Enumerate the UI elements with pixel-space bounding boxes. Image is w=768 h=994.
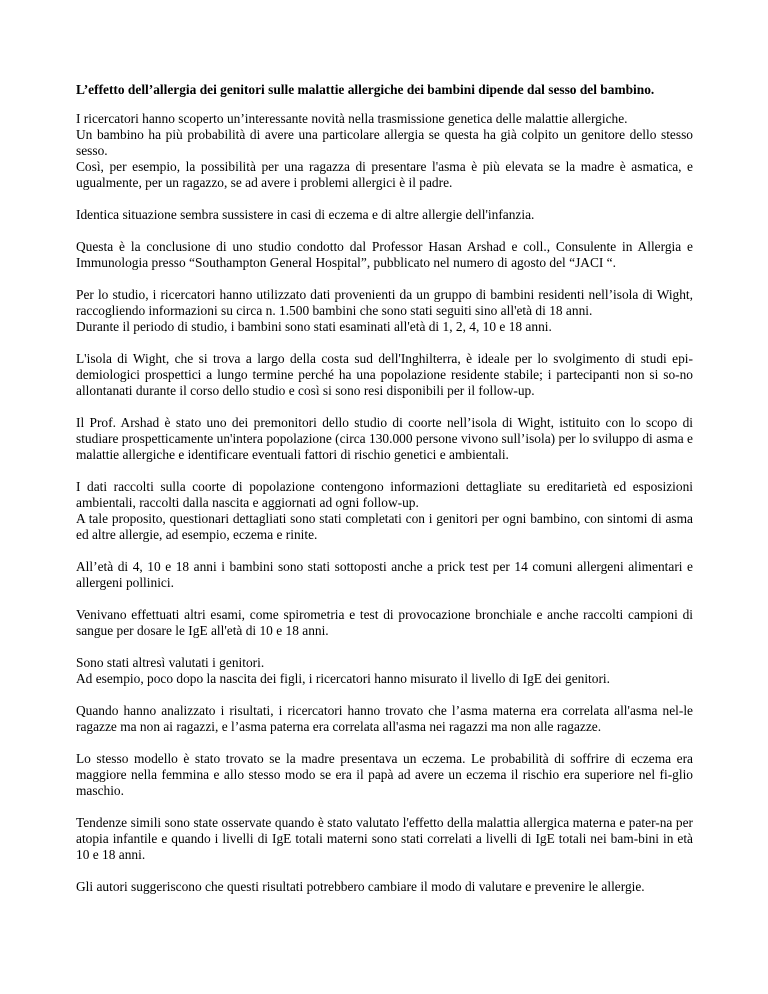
paragraph-line: All’età di 4, 10 e 18 anni i bambini sono stati sottoposti anche a prick test per 14 comuni allergeni alimentari e allergeni pollinici.	[76, 559, 693, 590]
paragraph-line: Identica situazione sembra sussistere in casi di eczema e di altre allergie dell'infanzia.	[76, 207, 535, 222]
paragraph-line: Lo stesso modello è stato trovato se la madre presentava un eczema. Le probabilità di soffrire di eczema era maggiore nella femmina e allo stesso modo se era il papà ad avere un eczema il rischio era superiore nel fi-glio maschio.	[76, 751, 693, 798]
paragraph-8	[76, 559, 693, 591]
paragraph-3	[76, 239, 693, 271]
paragraph-5	[76, 351, 693, 399]
paragraph-line: Per lo studio, i ricercatori hanno utilizzato dati provenienti da un gruppo di bambini residenti nell’isola di Wight, raccogliendo informazioni su circa n. 1.500 bambini che sono stati seguiti sino all'età di 18 anni.	[76, 287, 693, 318]
paragraph-9	[76, 607, 693, 639]
paragraph-line: Un bambino ha più probabilità di avere una particolare allergia se questa ha già colpito un genitore dello stesso sesso.	[76, 127, 693, 158]
paragraph-line: Il Prof. Arshad è stato uno dei premonitori dello studio di coorte nell’isola di Wight, istituito con lo scopo di studiare prospetticamente un'intera popolazione (circa 130.000 persone vivono sull’isola) per lo sviluppo di asma e malattie allergiche e identificare eventuali fattori di rischio genetici e ambientali.	[76, 415, 693, 462]
paragraph-10	[76, 655, 693, 687]
paragraph-line: A tale proposito, questionari dettagliati sono stati completati con i genitori per ogni bambino, con sintomi di asma ed altre allergie, ad esempio, eczema e rinite.	[76, 511, 693, 542]
paragraph-2	[76, 207, 693, 223]
paragraph-line: I ricercatori hanno scoperto un’interessante novità nella trasmissione genetica delle malattie allergiche.	[76, 111, 628, 126]
paragraph-line: Durante il periodo di studio, i bambini sono stati esaminati all'età di 1, 2, 4, 10 e 18 anni.	[76, 319, 552, 334]
paragraph-line: Tendenze simili sono state osservate quando è stato valutato l'effetto della malattia allergica materna e pater-na per atopia infantile e quando i livelli di IgE totali materni sono stati correlati a livelli di IgE totali nei bam-bini in età 10 e 18 anni.	[76, 815, 693, 862]
paragraph-6	[76, 415, 693, 463]
paragraph-line: Quando hanno analizzato i risultati, i ricercatori hanno trovato che l’asma materna era correlata all'asma nel-le ragazze ma non ai ragazzi, e l’asma paterna era correlata all'asma nei ragazzi ma non alle ragazze.	[76, 703, 693, 734]
paragraph-12	[76, 751, 693, 799]
paragraph-line: Gli autori suggeriscono che questi risultati potrebbero cambiare il modo di valutare e prevenire le allergie.	[76, 879, 645, 894]
paragraph-line: Così, per esempio, la possibilità per una ragazza di presentare l'asma è più elevata se la madre è asmatica, e ugualmente, per un ragazzo, se ad avere i problemi allergici è il padre.	[76, 159, 693, 190]
paragraph-line: Ad esempio, poco dopo la nascita dei figli, i ricercatori hanno misurato il livello di IgE dei genitori.	[76, 671, 610, 686]
paragraph-line: Sono stati altresì valutati i genitori.	[76, 655, 265, 670]
paragraph-11	[76, 703, 693, 735]
paragraph-4	[76, 287, 693, 335]
paragraph-line: Venivano effettuati altri esami, come spirometria e test di provocazione bronchiale e anche raccolti campioni di sangue per dosare le IgE all'età di 10 e 18 anni.	[76, 607, 693, 638]
document-title: L’effetto dell’allergia dei genitori sulle malattie allergiche dei bambini dipende dal sesso del bambino.	[76, 82, 655, 97]
paragraph-line: L'isola di Wight, che si trova a largo della costa sud dell'Inghilterra, è ideale per lo svolgimento di studi epi-demiologici prospettici a lungo termine perché ha una popolazione residente stabile; i partecipanti non si so-no allontanati durante il corso dello studio e così si sono resi disponibili per il follow-up.	[76, 351, 693, 398]
paragraph-1	[76, 111, 693, 191]
paragraph-13	[76, 815, 693, 863]
paragraph-line: I dati raccolti sulla coorte di popolazione contengono informazioni dettagliate su ereditarietà ed esposizioni ambientali, raccolti dalla nascita e aggiornati ad ogni follow-up.	[76, 479, 693, 510]
paragraph-line: Questa è la conclusione di uno studio condotto dal Professor Hasan Arshad e coll., Consulente in Allergia e Immunologia presso “Southampton General Hospital”, pubblicato nel numero di agosto del “JACI “.	[76, 239, 693, 270]
document-page	[76, 82, 693, 911]
paragraph-14	[76, 879, 693, 895]
paragraph-7	[76, 479, 693, 543]
